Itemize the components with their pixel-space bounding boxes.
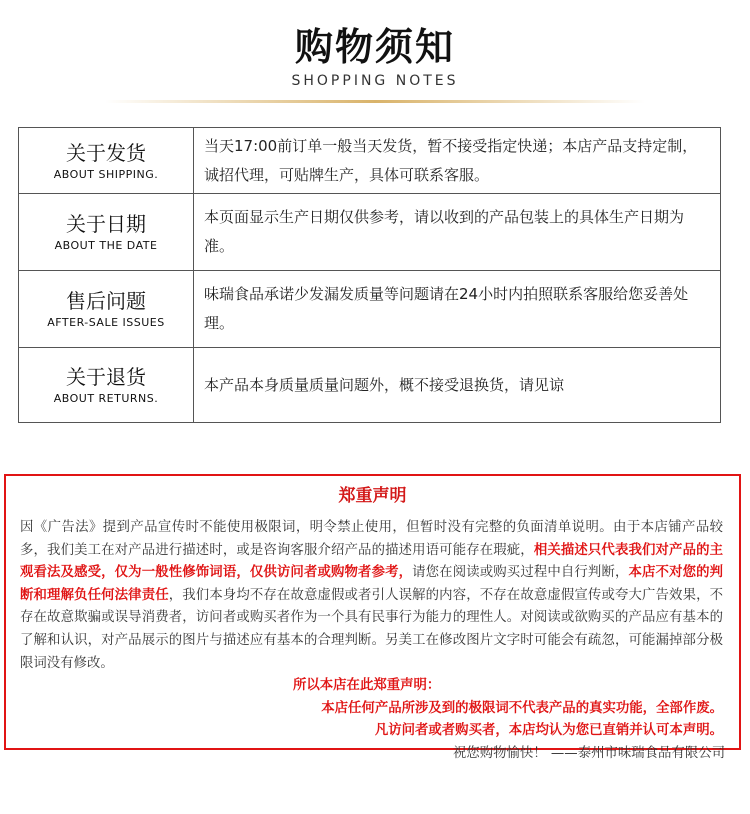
row-content: 味瑞食品承诺少发漏发质量等问题请在24小时内拍照联系客服给您妥善处理。	[194, 271, 721, 348]
row-label	[19, 194, 194, 271]
statement-signature: 祝您购物愉快！ ——泰州市味瑞食品有限公司	[452, 745, 725, 761]
table-row	[19, 128, 721, 194]
row-label	[19, 271, 194, 348]
statement-title: 郑重声明	[338, 486, 407, 506]
row-label	[19, 348, 194, 423]
table-row	[19, 194, 721, 271]
statement-text: 因《广告法》提到产品宣传时不能使用极限词，明令禁止使用，但暂时没有完整的负面清单说明。由于本店铺产品较多，我们美工在对产品进行描述时，或是咨询客服介绍产品的描述用语可能存在瑕疵，	[20, 520, 723, 558]
label-cn: 关于日期	[66, 212, 146, 236]
row-label	[19, 128, 194, 194]
statement-text: 请您在阅读或购买过程中自行判断，	[412, 565, 629, 581]
row-content: 本页面显示生产日期仅供参考，请以收到的产品包装上的具体生产日期为准。	[194, 194, 721, 271]
row-content: 本产品本身质量质量问题外，概不接受退换货，请见谅	[194, 348, 721, 423]
statement-body	[20, 517, 723, 675]
label-en: ABOUT THE DATE	[54, 239, 158, 252]
label-cn: 关于退货	[66, 365, 146, 389]
shopping-notes-table	[18, 127, 721, 423]
statement-declare-line: 凡访问者或者购买者，本店均认为您已直销并认可本声明。	[374, 723, 723, 739]
label-en: AFTER-SALE ISSUES	[47, 316, 165, 329]
label-cn: 关于发货	[66, 140, 146, 165]
page-title: 购物须知	[294, 24, 455, 69]
statement-text: ，我们本身均不存在故意虚假或者引人误解的内容，不存在故意虚假宣传或夸大广告效果，不存在故意欺骗或误导消费者，访问者或购买者作为一个具有民事行为能力的理性人。对阅读或欲购买的产品应有基本的了解和认识，对产品展示的图片与描述应有基本的合理判断。另美工在修改图片文字时可能会有疏忽，可能漏掉部分极限词没有修改。	[20, 587, 724, 671]
statement-declare-line: 本店任何产品所涉及到的极限词不代表产品的真实功能，全部作废。	[321, 700, 723, 716]
label-en: ABOUT RETURNS.	[53, 392, 159, 405]
row-content: 当天17:00前订单一般当天发货，暂不接受指定快递；本店产品支持定制，诚招代理，可贴牌生产，具体可联系客服。	[194, 128, 721, 194]
label-en: ABOUT SHIPPING.	[53, 167, 159, 181]
table-row	[19, 348, 721, 423]
statement-highlight: 相关描述只代表我们对产品的主观看法及感受，仅为一般性修饰词语，仅供访问者或购物者参考，	[20, 542, 724, 581]
statement-box	[4, 474, 741, 761]
table-row	[19, 271, 721, 348]
statement-declare-line: 所以本店在此郑重声明：	[293, 678, 441, 694]
statement-highlight: 本店不对您的判断和理解负任何法律责任	[20, 565, 724, 603]
page-subtitle: SHOPPING NOTES	[291, 73, 459, 89]
label-cn: 售后问题	[66, 289, 146, 313]
gold-divider	[105, 100, 645, 103]
